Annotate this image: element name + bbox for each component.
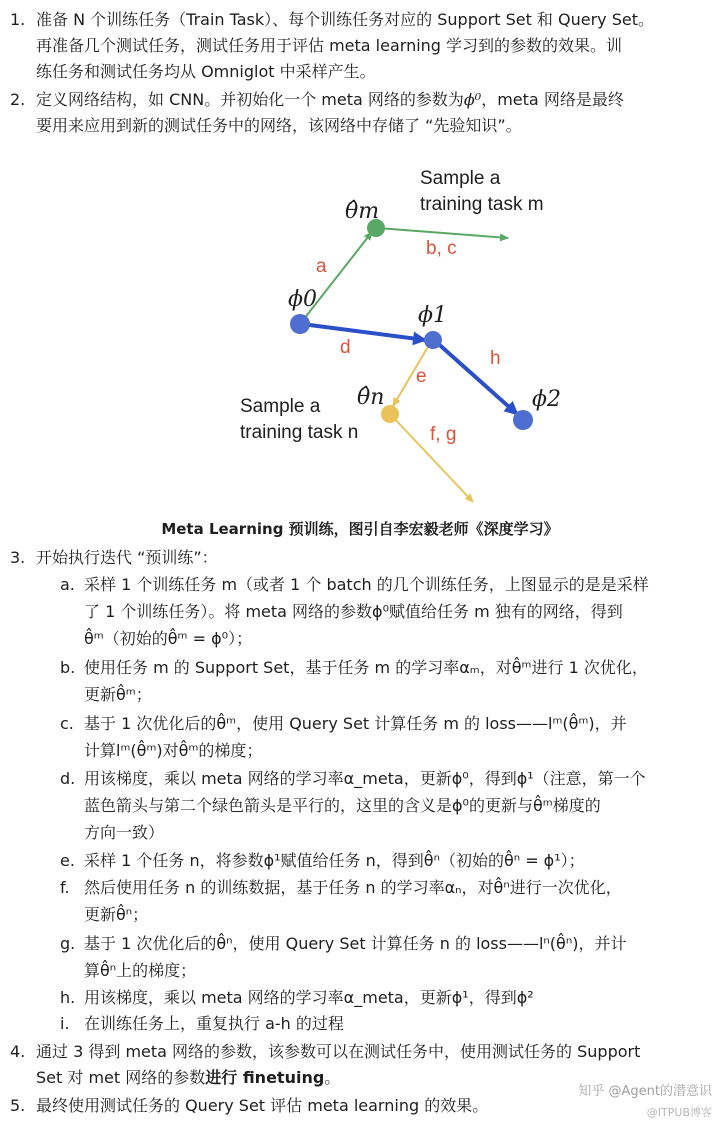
item-number-2: 2. — [10, 90, 26, 109]
label-phi2: ϕ2 — [532, 387, 561, 412]
arrow-d — [302, 324, 425, 340]
item-2-text: 定义网络结构，如 CNN。并初始化一个 meta 网络的参数为 — [36, 90, 464, 109]
sub-f-line-2: 更新θ̂ⁿ； — [84, 905, 149, 924]
sub-f-line-1: 然后使用任务 n 的训练数据，基于任务 n 的学习率αₙ，对θ̂ⁿ进行一次优化， — [84, 878, 622, 897]
label-phi0: ϕ0 — [288, 287, 317, 312]
item-1-line-3: 练任务和测试任务均从 Omniglot 中采样产生。 — [36, 62, 376, 81]
sub-d-line-2: 蓝色箭头与第二个绿色箭头是平行的，这里的含义是ϕ⁰的更新与θ̂ᵐ梯度的 — [84, 796, 601, 815]
sub-b-line-2: 更新θ̂ᵐ； — [84, 685, 152, 704]
sub-a-line-1: 采样 1 个训练任务 m（或者 1 个 batch 的几个训练任务，上图显示的是是采样 — [84, 575, 649, 594]
item-4-line-1: 通过 3 得到 meta 网络的参数，该参数可以在测试任务中，使用测试任务的 Support — [36, 1042, 641, 1061]
item-number-1: 1. — [10, 10, 26, 29]
sub-c-line-1: 基于 1 次优化后的θ̂ᵐ，使用 Query Set 计算任务 m 的 loss——lᵐ(θ̂ᵐ)，并 — [84, 714, 627, 733]
sub-label-f: f. — [60, 878, 70, 897]
step-label-a: a — [316, 256, 327, 277]
step-label-fg: f, g — [430, 424, 457, 445]
arrow-h — [434, 340, 517, 414]
step-label-e: e — [416, 366, 427, 387]
sub-a-line-2: 了 1 个训练任务）。将 meta 网络的参数ϕ⁰赋值给任务 m 独有的网络，得到 — [84, 602, 623, 621]
sample-m-line-1: Sample a — [420, 168, 501, 189]
node-phi0 — [290, 314, 310, 334]
sub-label-d: d. — [60, 769, 76, 788]
node-phi2 — [513, 410, 533, 430]
item-4-bold: 进行 finetuing — [205, 1068, 325, 1087]
sample-n-line-2: training task n — [240, 422, 359, 443]
step-label-bc: b, c — [426, 238, 457, 259]
item-number-5: 5. — [10, 1096, 26, 1115]
sample-n-line-1: Sample a — [240, 396, 321, 417]
item-4-end: 。 — [324, 1068, 341, 1087]
sub-label-b: b. — [60, 658, 76, 677]
item-2-text-rest: ，meta 网络是最终 — [481, 90, 624, 109]
item-number-3: 3. — [10, 548, 26, 567]
label-theta-n: θ̂n — [357, 385, 385, 410]
sub-g-line-1: 基于 1 次优化后的θ̂ⁿ，使用 Query Set 计算任务 n 的 loss——lⁿ(θ̂ⁿ)，并计 — [84, 934, 627, 953]
label-theta-m: θ̂m — [345, 199, 380, 224]
sub-c-line-2: 计算lᵐ(θ̂ᵐ)对θ̂ᵐ的梯度； — [84, 741, 263, 760]
step-label-h: h — [490, 348, 501, 369]
sub-a-line-3: θ̂ᵐ（初始的θ̂ᵐ = ϕ⁰）； — [84, 629, 253, 648]
item-4-line-2 — [36, 1066, 340, 1090]
phi0-symbol: ϕ⁰ — [463, 90, 482, 109]
watermark-zhihu: 知乎 @Agent的潜意识 — [578, 1084, 712, 1099]
item-3-line: 开始执行迭代 “预训练”： — [36, 548, 218, 567]
label-phi1: ϕ1 — [418, 303, 447, 328]
sub-label-g: g. — [60, 934, 76, 953]
node-phi1 — [424, 331, 442, 349]
item-4-text: Set 对 met 网络的参数 — [36, 1068, 206, 1087]
sub-d-line-3: 方向一致） — [84, 823, 165, 842]
item-5-line: 最终使用测试任务的 Query Set 评估 meta learning 的效果。 — [36, 1096, 489, 1115]
sub-label-a: a. — [60, 575, 75, 594]
item-1-line-1: 准备 N 个训练任务（Train Task）、每个训练任务对应的 Support Set 和 Query Set。 — [36, 10, 655, 29]
step-label-d: d — [340, 337, 351, 358]
item-2-line-2: 要用来应用到新的测试任务中的网络，该网络中存储了 “先验知识”。 — [36, 116, 522, 135]
item-number-4: 4. — [10, 1042, 26, 1061]
sub-d-line-1: 用该梯度，乘以 meta 网络的学习率α_meta，更新ϕ⁰，得到ϕ¹（注意，第一个 — [84, 769, 646, 788]
figure-caption: Meta Learning 预训练，图引自李宏毅老师《深度学习》 — [161, 520, 559, 538]
item-1-line-2: 再准备几个测试任务，测试任务用于评估 meta learning 学习到的参数的效果。训 — [36, 36, 623, 55]
sub-g-line-2: 算θ̂ⁿ上的梯度； — [84, 961, 197, 980]
sub-label-h: h. — [60, 988, 76, 1007]
sub-label-c: c. — [60, 714, 74, 733]
sub-h-line-1: 用该梯度，乘以 meta 网络的学习率α_meta，更新ϕ¹，得到ϕ² — [84, 988, 534, 1007]
item-2-line-1 — [36, 88, 624, 112]
arrow-bc — [378, 228, 508, 238]
sub-label-i: i. — [60, 1014, 70, 1033]
sub-e-line-1: 采样 1 个任务 n，将参数ϕ¹赋值给任务 n，得到θ̂ⁿ（初始的θ̂ⁿ = ϕ¹）； — [84, 851, 585, 870]
watermark-itpub: @ITPUB博客 — [646, 1106, 712, 1119]
sub-label-e: e. — [60, 851, 75, 870]
sample-m-line-2: training task m — [420, 194, 544, 215]
sub-b-line-1: 使用任务 m 的 Support Set，基于任务 m 的学习率αₘ，对θ̂ᵐ进行 1 次优化， — [84, 658, 648, 677]
sub-i-line-1: 在训练任务上，重复执行 a-h 的过程 — [84, 1014, 344, 1033]
meta-learning-diagram — [0, 150, 720, 515]
